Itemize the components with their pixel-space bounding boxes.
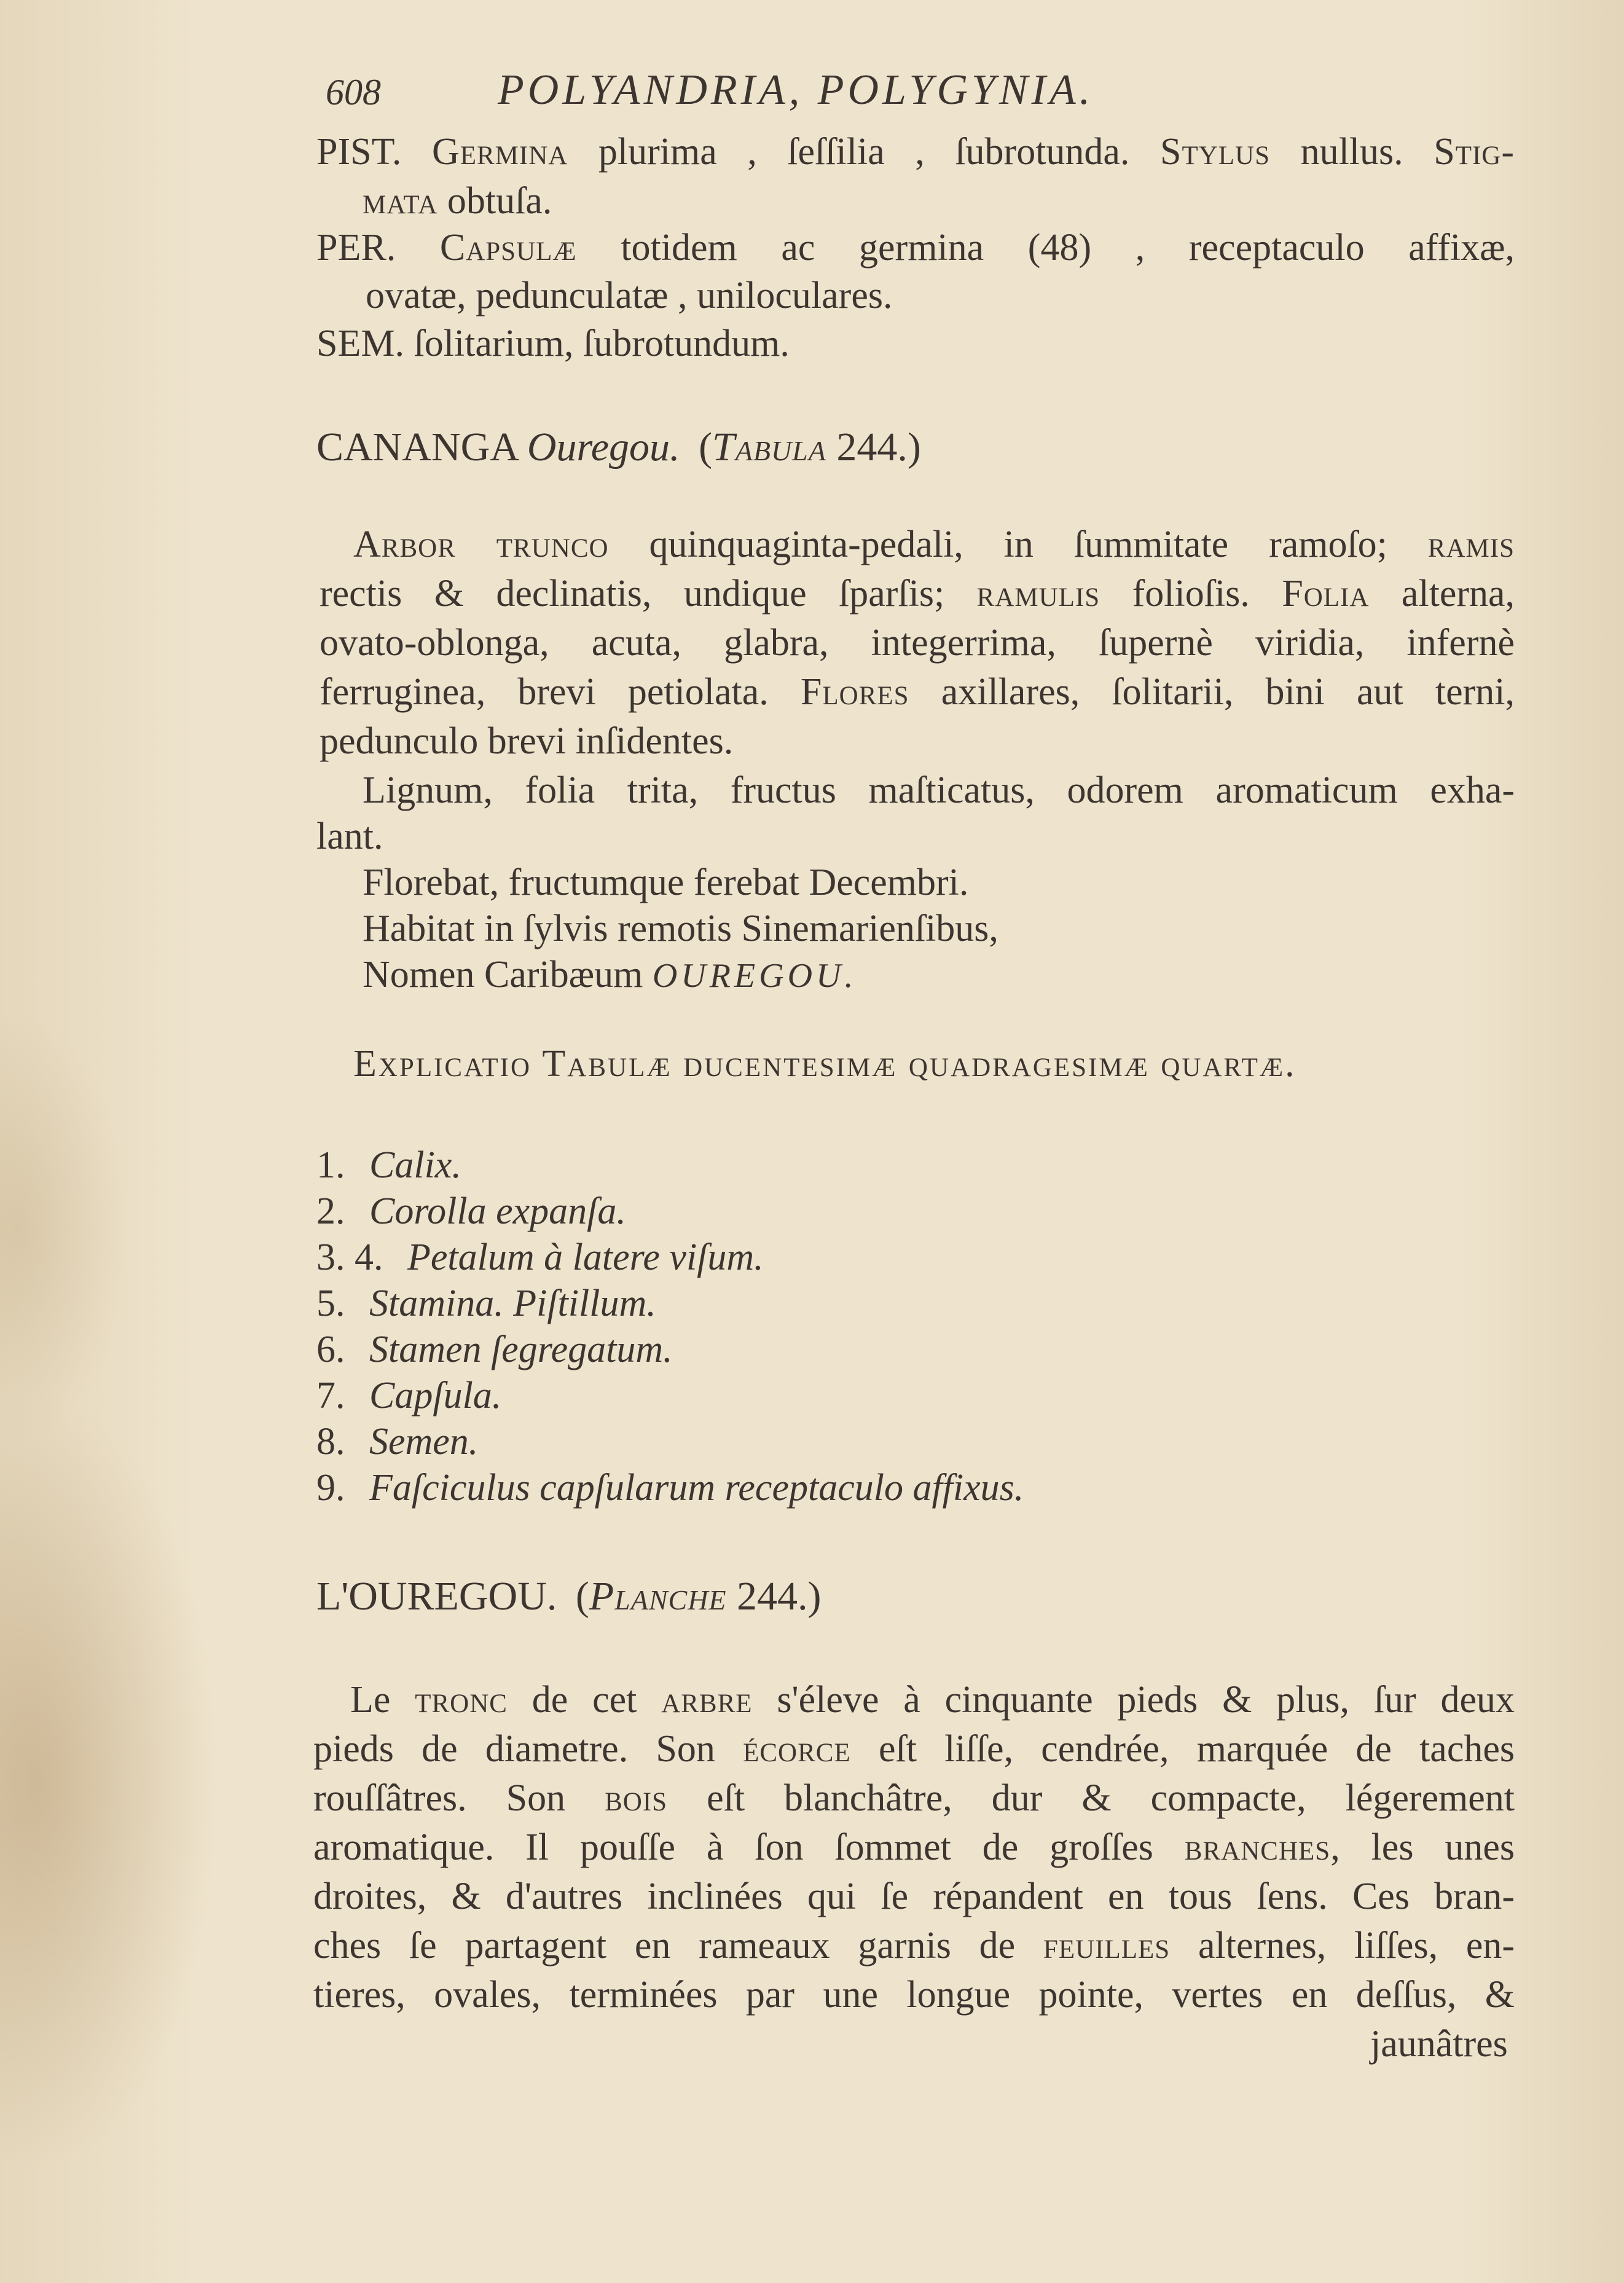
list-item: 3. 4. Petalum à latere viſum. bbox=[316, 1236, 764, 1278]
explicatio-title: Explicatio Tabulæ ducentesimæ quadragesimæ quartæ. bbox=[353, 1043, 1296, 1085]
per-line-1: PER. Capsulæ totidem ac germina (48) , receptaculo affixæ, bbox=[316, 227, 1515, 269]
pist-line-2: mata obtuſa. bbox=[363, 180, 552, 222]
habitat-line: Habitat in ſylvis remotis Sinemarienſibus, bbox=[363, 908, 998, 949]
lignum-line-1: Lignum, folia trita, fructus maſticatus, odorem aromaticum exha- bbox=[363, 769, 1515, 811]
french-line-6: ches ſe partagent en rameaux garnis de feuilles alternes, liſſes, en- bbox=[313, 1925, 1515, 1967]
running-title: POLYANDRIA, POLYGYNIA. bbox=[498, 66, 1094, 114]
florebat-line: Florebat, fructumque ferebat Decembri. bbox=[363, 862, 969, 903]
per-line-2: ovatæ, pedunculatæ , uniloculares. bbox=[366, 275, 893, 316]
arbor-line-5: pedunculo brevi inſidentes. bbox=[320, 720, 734, 762]
page-number: 608 bbox=[326, 72, 381, 112]
french-line-2: pieds de diametre. Son écorce eſt liſſe, cendrée, marquée de taches bbox=[313, 1728, 1515, 1770]
nomen-line: Nomen Caribæum OUREGOU. bbox=[363, 954, 857, 996]
arbor-line-3: ovato-oblonga, acuta, glabra, integerrima, ſupernè viridia, infernè bbox=[320, 622, 1515, 664]
pist-label: PIST. bbox=[316, 131, 402, 173]
french-line-4: aromatique. Il pouſſe à ſon ſommet de groſſes branches, les unes bbox=[313, 1826, 1515, 1868]
sem-label: SEM. bbox=[316, 323, 404, 364]
arbor-line-2: rectis & declinatis, undique ſparſis; ramulis folioſis. Folia alterna, bbox=[320, 573, 1515, 615]
french-line-7: tieres, ovales, terminées par une longue pointe, vertes en deſſus, & bbox=[313, 1974, 1515, 2016]
pist-line-1: PIST. Germina plurima , ſeſſilia , ſubrotunda. Stylus nullus. Stig- bbox=[316, 131, 1515, 173]
arbor-line-1: Arbor trunco quinquaginta-pedali, in ſummitate ramoſo; ramis bbox=[353, 524, 1515, 565]
latin-title: CANANGA Ouregou. (Tabula 244.) bbox=[316, 425, 921, 470]
french-line-3: rouſſâtres. Son bois eſt blanchâtre, dur & compacte, légerement bbox=[313, 1777, 1515, 1819]
french-line-5: droites, & d'autres inclinées qui ſe répandent en tous ſens. Ces bran- bbox=[313, 1876, 1515, 1917]
lignum-line-2: lant. bbox=[316, 815, 383, 857]
french-line-1: Le tronc de cet arbre s'éleve à cinquante pieds & plus, ſur deux bbox=[350, 1679, 1515, 1721]
sem-line: SEM. ſolitarium, ſubrotundum. bbox=[316, 323, 790, 364]
french-title: L'OUREGOU. (Planche 244.) bbox=[316, 1574, 822, 1619]
list-item: 6. Stamen ſegregatum. bbox=[316, 1329, 673, 1370]
list-item: 2. Corolla expanſa. bbox=[316, 1190, 626, 1232]
list-item: 8. Semen. bbox=[316, 1421, 479, 1463]
arbor-line-4: ferruginea, brevi petiolata. Flores axillares, ſolitarii, bini aut terni, bbox=[320, 671, 1515, 713]
list-item: 1. Calix. bbox=[316, 1144, 461, 1186]
list-item: 5. Stamina. Piſtillum. bbox=[316, 1283, 656, 1324]
per-label: PER. bbox=[316, 227, 396, 269]
list-item: 7. Capſula. bbox=[316, 1375, 502, 1417]
list-item: 9. Faſciculus capſularum receptaculo affixus. bbox=[316, 1467, 1024, 1509]
catchword: jaunâtres bbox=[1370, 2023, 1508, 2065]
